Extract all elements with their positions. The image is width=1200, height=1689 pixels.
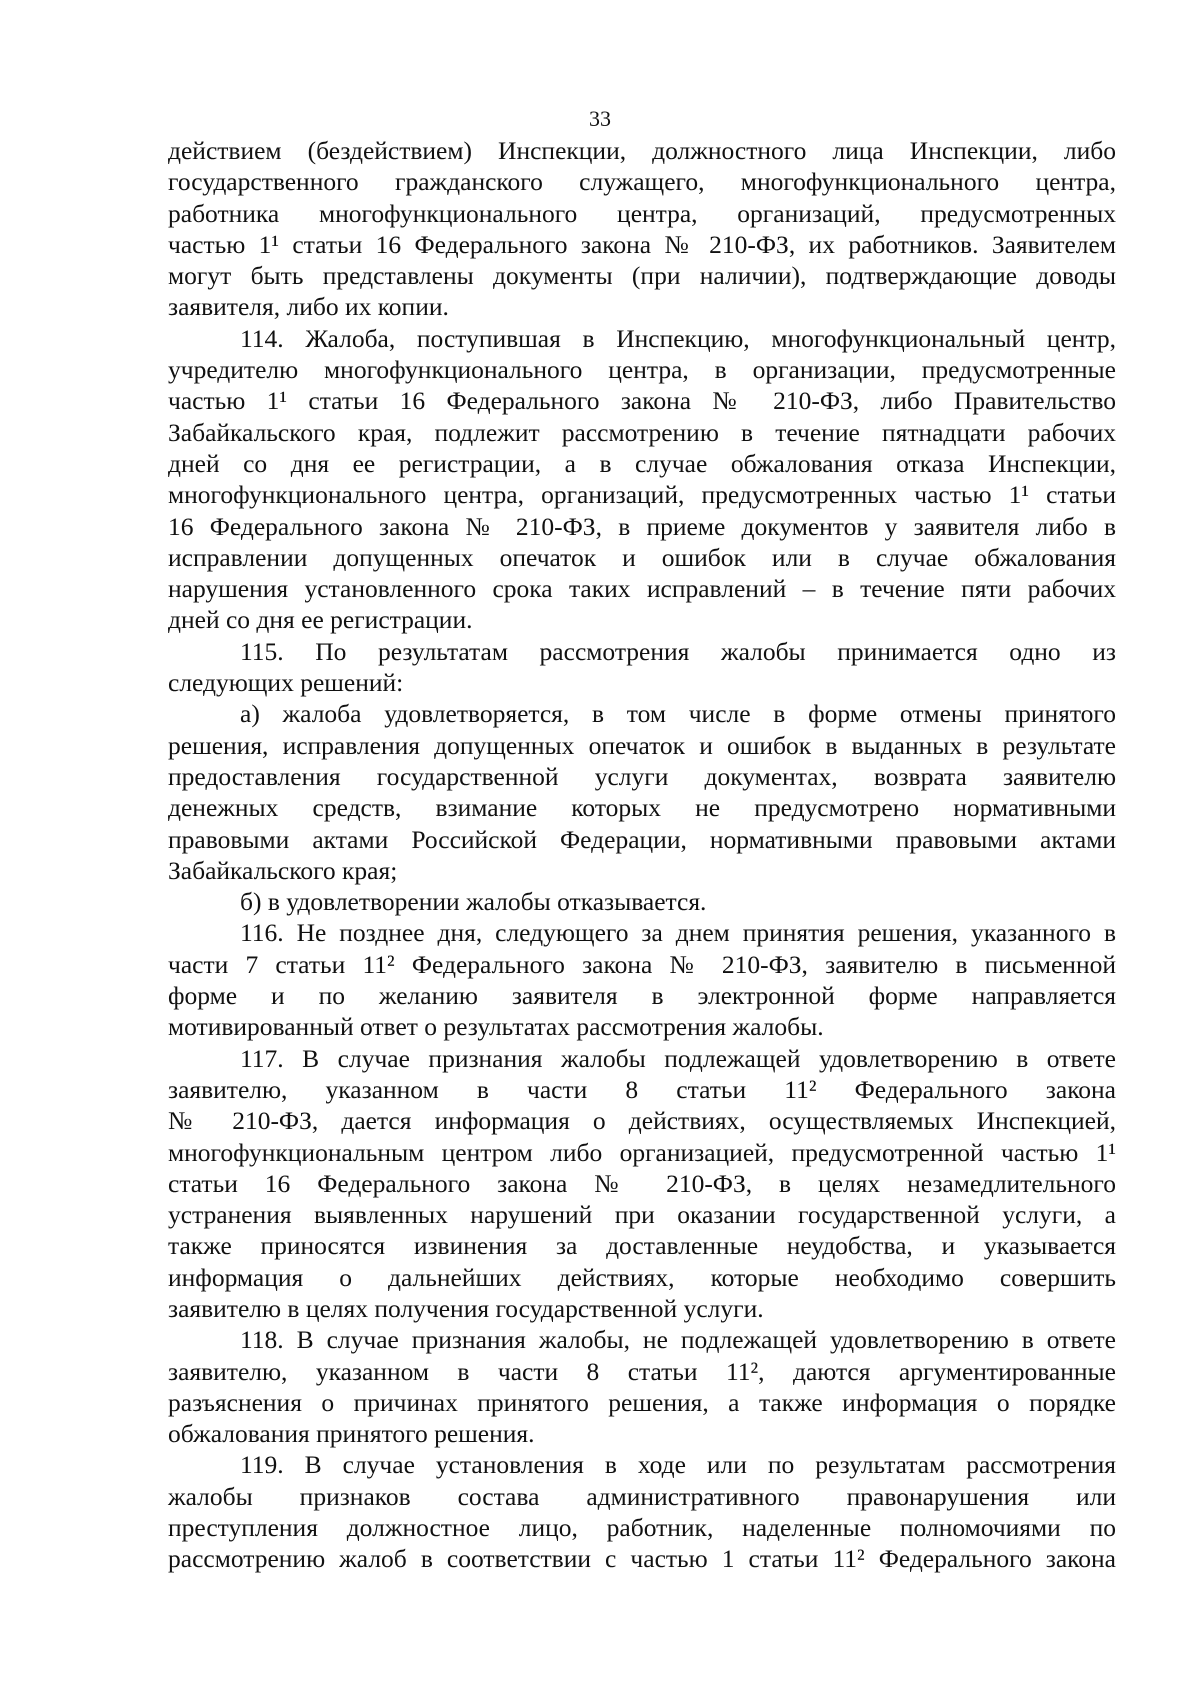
text-line: разъяснения о причинах принятого решения, а также информация о порядке <box>168 1387 1116 1417</box>
text-line: статьи 16 Федерального закона № 210-ФЗ, в целях незамедлительного <box>168 1168 1116 1198</box>
text-line: предоставления государственной услуги документах, возврата заявителю <box>168 761 1116 791</box>
text-line: работника многофункционального центра, организаций, предусмотренных <box>168 198 1116 228</box>
text-line: преступления должностное лицо, работник, наделенные полномочиями по <box>168 1513 1116 1543</box>
text-line: рассмотрению жалоб в соответствии с частью 1 статьи 11² Федерального закона <box>168 1544 1116 1574</box>
text-line: учредителю многофункционального центра, в организации, предусмотренные <box>168 355 1116 385</box>
text-line: обжалования принятого решения. <box>168 1419 535 1449</box>
text-line: также приносятся извинения за доставленные неудобства, и указывается <box>168 1231 1116 1261</box>
text-line: 117. В случае признания жалобы подлежащей удовлетворению в ответе <box>240 1043 1116 1073</box>
text-line: правовыми актами Российской Федерации, нормативными правовыми актами <box>168 824 1116 854</box>
text-line: 119. В случае установления в ходе или по результатам рассмотрения <box>240 1450 1116 1480</box>
text-line: Забайкальского края; <box>168 855 398 885</box>
text-line: заявителя, либо их копии. <box>168 292 449 322</box>
text-line: нарушения установленного срока таких исправлений – в течение пяти рабочих <box>168 574 1116 604</box>
text-line: дней со дня ее регистрации. <box>168 605 473 635</box>
text-line: заявителю в целях получения государственной услуги. <box>168 1293 764 1323</box>
text-line: № 210-ФЗ, дается информация о действиях, осуществляемых Инспекцией, <box>168 1106 1116 1136</box>
text-line: заявителю, указанном в части 8 статьи 11² Федерального закона <box>168 1074 1116 1104</box>
text-line: частью 1¹ статьи 16 Федерального закона № 210-ФЗ, либо Правительство <box>168 386 1116 416</box>
text-line: частью 1¹ статьи 16 Федерального закона № 210-ФЗ, их работников. Заявителем <box>168 229 1116 259</box>
text-line: денежных средств, взимание которых не предусмотрено нормативными <box>168 793 1116 823</box>
text-line: могут быть представлены документы (при наличии), подтверждающие доводы <box>168 261 1116 291</box>
text-line: 16 Федерального закона № 210-ФЗ, в приеме документов у заявителя либо в <box>168 511 1116 541</box>
text-line: информация о дальнейших действиях, которые необходимо совершить <box>168 1262 1116 1292</box>
text-line: следующих решений: <box>168 668 404 698</box>
text-line: действием (бездействием) Инспекции, должностного лица Инспекции, либо <box>168 136 1116 165</box>
text-line: устранения выявленных нарушений при оказании государственной услуги, а <box>168 1200 1116 1230</box>
text-line: Забайкальского края, подлежит рассмотрению в течение пятнадцати рабочих <box>168 417 1116 447</box>
text-line: б) в удовлетворении жалобы отказывается. <box>240 887 707 917</box>
text-line: 116. Не позднее дня, следующего за днем принятия решения, указанного в <box>240 918 1116 948</box>
document-body <box>168 135 1116 1575</box>
page-number: 33 <box>589 106 611 131</box>
text-line: жалобы признаков состава административного правонарушения или <box>168 1481 1116 1511</box>
text-line: части 7 статьи 11² Федерального закона № 210-ФЗ, заявителю в письменной <box>168 949 1116 979</box>
text-line: решения, исправления допущенных опечаток и ошибок в выданных в результате <box>168 730 1116 760</box>
text-line: дней со дня ее регистрации, а в случае обжалования отказа Инспекции, <box>168 448 1116 478</box>
text-line: 115. По результатам рассмотрения жалобы принимается одно из <box>240 636 1116 666</box>
text-line: государственного гражданского служащего, многофункционального центра, <box>168 167 1116 197</box>
text-line: многофункциональным центром либо организацией, предусмотренной частью 1¹ <box>168 1137 1116 1167</box>
text-line: исправлении допущенных опечаток и ошибок или в случае обжалования <box>168 542 1116 572</box>
text-line: мотивированный ответ о результатах рассмотрения жалобы. <box>168 1012 824 1042</box>
text-line: а) жалоба удовлетворяется, в том числе в форме отмены принятого <box>240 699 1116 729</box>
text-line: заявителю, указанном в части 8 статьи 11², даются аргументированные <box>168 1356 1116 1386</box>
text-line: форме и по желанию заявителя в электронной форме направляется <box>168 981 1116 1011</box>
text-line: 114. Жалоба, поступившая в Инспекцию, многофункциональный центр, <box>240 323 1116 353</box>
text-line: многофункционального центра, организаций, предусмотренных частью 1¹ статьи <box>168 480 1116 510</box>
text-line: 118. В случае признания жалобы, не подлежащей удовлетворению в ответе <box>240 1325 1116 1355</box>
